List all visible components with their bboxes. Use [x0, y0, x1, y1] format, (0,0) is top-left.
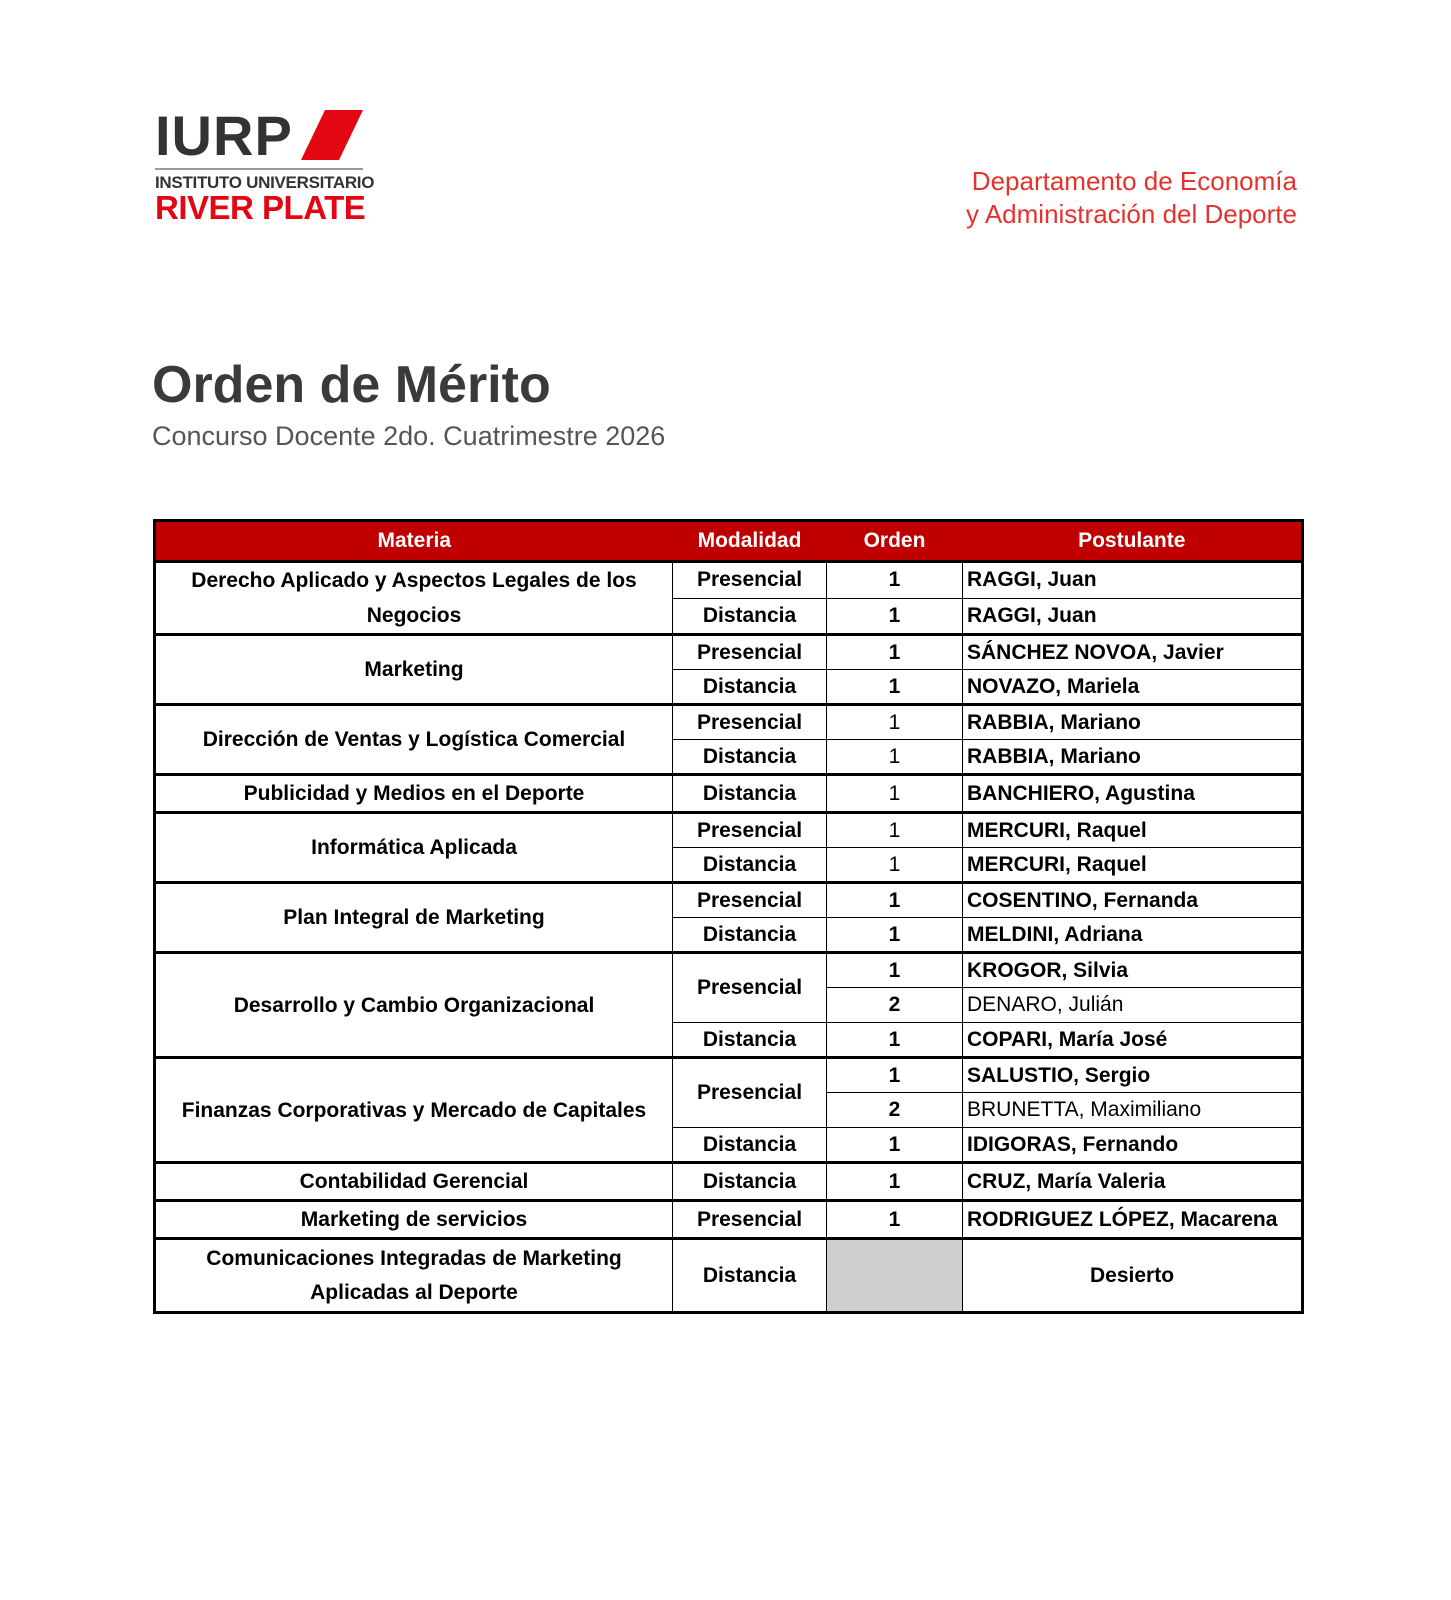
table-row: [155, 775, 1303, 813]
materia-cell: Finanzas Corporativas y Mercado de Capitales: [155, 1058, 673, 1163]
modalidad-cell: Distancia: [673, 670, 827, 705]
modalidad-cell: Presencial: [673, 953, 827, 1023]
merit-table: [153, 519, 1304, 1314]
orden-cell: 1: [827, 775, 963, 813]
modalidad-cell: Distancia: [673, 1023, 827, 1058]
materia-cell: Desarrollo y Cambio Organizacional: [155, 953, 673, 1058]
table-row: [155, 813, 1303, 848]
postulante-cell: SALUSTIO, Sergio: [963, 1058, 1303, 1093]
materia-cell: Derecho Aplicado y Aspectos Legales de los Negocios: [155, 562, 673, 635]
orden-cell-empty: [827, 1239, 963, 1313]
page-subtitle: Concurso Docente 2do. Cuatrimestre 2026: [152, 421, 666, 451]
postulante-cell: CRUZ, María Valeria: [963, 1163, 1303, 1201]
orden-cell: 1: [827, 598, 963, 635]
table-row: [155, 953, 1303, 988]
materia-cell: Dirección de Ventas y Logística Comercial: [155, 705, 673, 775]
table-row: [155, 1201, 1303, 1239]
table-row: [155, 562, 1303, 599]
iurp-logo: [155, 104, 375, 228]
postulante-cell: RAGGI, Juan: [963, 598, 1303, 635]
orden-cell: 1: [827, 670, 963, 705]
orden-cell: 1: [827, 740, 963, 775]
postulante-cell: MERCURI, Raquel: [963, 813, 1303, 848]
table-row: [155, 1058, 1303, 1093]
postulante-cell: RABBIA, Mariano: [963, 740, 1303, 775]
modalidad-cell: Presencial: [673, 705, 827, 740]
modalidad-cell: Presencial: [673, 562, 827, 599]
page-title: Orden de Mérito: [152, 356, 551, 414]
modalidad-cell: Presencial: [673, 1058, 827, 1128]
orden-cell: 2: [827, 988, 963, 1023]
postulante-cell: COSENTINO, Fernanda: [963, 883, 1303, 918]
orden-cell: 1: [827, 848, 963, 883]
modalidad-cell: Presencial: [673, 1201, 827, 1239]
department-line-2: y Administración del Deporte: [966, 199, 1297, 229]
header-postulante: Postulante: [963, 521, 1303, 562]
materia-cell: Plan Integral de Marketing: [155, 883, 673, 953]
postulante-cell: DENARO, Julián: [963, 988, 1303, 1023]
department-label: [966, 165, 1297, 231]
materia-cell: Informática Aplicada: [155, 813, 673, 883]
header-modalidad: Modalidad: [673, 521, 827, 562]
materia-cell: Marketing de servicios: [155, 1201, 673, 1239]
table-row: [155, 1163, 1303, 1201]
orden-cell: 1: [827, 918, 963, 953]
orden-cell: 1: [827, 705, 963, 740]
orden-cell: 1: [827, 883, 963, 918]
orden-cell: 1: [827, 813, 963, 848]
postulante-cell: Desierto: [963, 1239, 1303, 1313]
postulante-cell: BRUNETTA, Maximiliano: [963, 1093, 1303, 1128]
postulante-cell: NOVAZO, Mariela: [963, 670, 1303, 705]
postulante-cell: RAGGI, Juan: [963, 562, 1303, 599]
materia-cell: Publicidad y Medios en el Deporte: [155, 775, 673, 813]
logo-name: RIVER PLATE: [155, 189, 366, 226]
modalidad-cell: Distancia: [673, 1163, 827, 1201]
logo-subline: INSTITUTO UNIVERSITARIO: [155, 173, 375, 192]
header-orden: Orden: [827, 521, 963, 562]
materia-cell: Comunicaciones Integradas de Marketing Aplicadas al Deporte: [155, 1239, 673, 1313]
postulante-cell: MELDINI, Adriana: [963, 918, 1303, 953]
logo-mark: IURP: [155, 104, 293, 167]
table-row: [155, 883, 1303, 918]
postulante-cell: KROGOR, Silvia: [963, 953, 1303, 988]
postulante-cell: MERCURI, Raquel: [963, 848, 1303, 883]
modalidad-cell: Distancia: [673, 1239, 827, 1313]
logo-slash-icon: [301, 110, 363, 160]
modalidad-cell: Presencial: [673, 635, 827, 670]
postulante-cell: SÁNCHEZ NOVOA, Javier: [963, 635, 1303, 670]
modalidad-cell: Presencial: [673, 883, 827, 918]
table-row: [155, 705, 1303, 740]
modalidad-cell: Distancia: [673, 598, 827, 635]
modalidad-cell: Presencial: [673, 813, 827, 848]
orden-cell: 1: [827, 562, 963, 599]
logo-divider: [155, 168, 363, 170]
header-materia: Materia: [155, 521, 673, 562]
postulante-cell: RABBIA, Mariano: [963, 705, 1303, 740]
postulante-cell: COPARI, María José: [963, 1023, 1303, 1058]
orden-cell: 1: [827, 953, 963, 988]
orden-cell: 1: [827, 1163, 963, 1201]
materia-cell: Contabilidad Gerencial: [155, 1163, 673, 1201]
postulante-cell: IDIGORAS, Fernando: [963, 1128, 1303, 1163]
table-row: [155, 1239, 1303, 1313]
orden-cell: 1: [827, 635, 963, 670]
orden-cell: 1: [827, 1023, 963, 1058]
table-row: [155, 635, 1303, 670]
modalidad-cell: Distancia: [673, 740, 827, 775]
materia-cell: Marketing: [155, 635, 673, 705]
orden-cell: 2: [827, 1093, 963, 1128]
orden-cell: 1: [827, 1201, 963, 1239]
department-line-1: Departamento de Economía: [971, 166, 1297, 196]
table-header-row: [155, 521, 1303, 562]
postulante-cell: RODRIGUEZ LÓPEZ, Macarena: [963, 1201, 1303, 1239]
modalidad-cell: Distancia: [673, 775, 827, 813]
postulante-cell: BANCHIERO, Agustina: [963, 775, 1303, 813]
modalidad-cell: Distancia: [673, 1128, 827, 1163]
orden-cell: 1: [827, 1058, 963, 1093]
orden-cell: 1: [827, 1128, 963, 1163]
modalidad-cell: Distancia: [673, 918, 827, 953]
modalidad-cell: Distancia: [673, 848, 827, 883]
